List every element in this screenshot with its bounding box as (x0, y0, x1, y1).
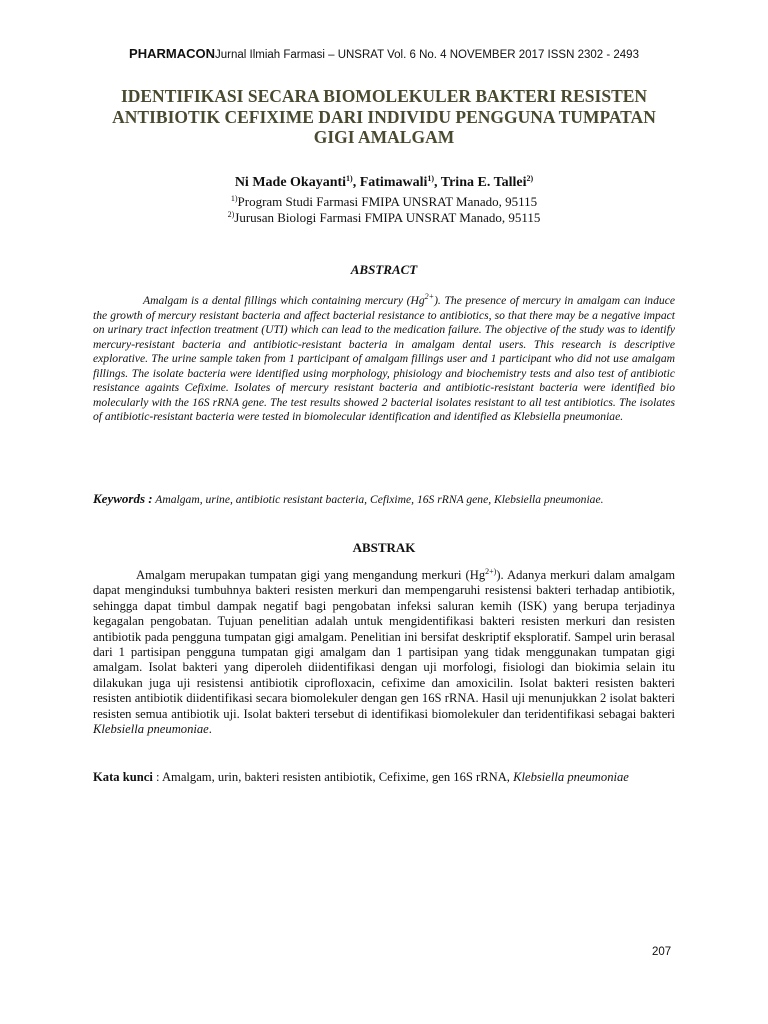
author-separator: , (434, 175, 441, 190)
abstract-text-rest: ). The presence of mercury in amalgam can induce the growth of mercury resistant bacteria and affect bacterial resistance to antibiotics, so that there may be a negative impact on urinary tract infection treatment (UTI) which can lead to the medication failure. The objective of the study was to identify mercury-resistant bacteria and antibiotic-resistant bacteria in amalgam dental users. This research is descriptive explorative. The urine sample taken from 1 participant of amalgam fillings user and 1 participant who did not use amalgam fillings. The isolate bacteria were identified using morphology, phisiology and biochemistry tests and also test of antibiotic resistance againts Cefixime. Isolates of mercury resistant bacteria and antibiotic-resistant bacteria were identified bio molecularly with the 16S rRNA gene. The test results showed 2 bacterial isolates resistant to all test antibiotics. The isolates of antibiotic-resistant bacteria were tested in biomolecular identification and identified as Klebsiella pneumoniae. (93, 294, 675, 423)
author-affiliation-mark: 2) (526, 174, 534, 183)
keywords-label: Keywords : (93, 491, 153, 506)
abstrak-heading: ABSTRAK (352, 540, 416, 555)
author-name: Trina E. Tallei (440, 175, 527, 190)
species-name: Klebsiella pneumoniae (93, 722, 209, 737)
affiliation-text: Jurusan Biologi Farmasi FMIPA UNSRAT Manado, 95115 (234, 210, 541, 225)
affiliation-1 (0, 194, 768, 210)
abstract-heading: ABSTRACT (350, 262, 418, 277)
abstract-text-start: Amalgam is a dental fillings which containing mercury (Hg (143, 294, 425, 307)
author-separator: , (352, 175, 360, 190)
abstract-paragraph (93, 294, 675, 425)
keywords (93, 491, 675, 508)
affiliation-2 (0, 210, 768, 226)
kata-kunci-text: : Amalgam, urin, bakteri resisten antibiotik, Cefixime, gen 16S rRNA, (152, 770, 514, 784)
affiliation-mark: 2) (227, 210, 235, 219)
paper-title: IDENTIFIKASI SECARA BIOMOLEKULER BAKTERI RESISTEN ANTIBIOTIK CEFIXIME DARI INDIVIDU PENGGUNA TUMPATAN GIGI AMALGAM (112, 86, 656, 147)
affiliation-text: Program Studi Farmasi FMIPA UNSRAT Manado, 95115 (237, 194, 538, 209)
page-number: 207 (652, 946, 672, 958)
abstrak-text-start: Amalgam merupakan tumpatan gigi yang mengandung merkuri (Hg (136, 568, 486, 582)
author-affiliation-mark: 1) (346, 174, 353, 183)
kata-kunci-label: Kata kunci (93, 770, 153, 784)
keywords-text: Amalgam, urine, antibiotic resistant bacteria, Cefixime, 16S rRNA gene, Klebsiella pneumoniae. (152, 493, 604, 506)
affiliation-mark: 1) (230, 194, 238, 203)
kata-kunci-species: Klebsiella pneumoniae (513, 770, 629, 784)
author-name: Fatimawali (359, 175, 428, 190)
mercury-ion-superscript: 2+) (485, 567, 497, 576)
author-name: Ni Made Okayanti (234, 175, 347, 190)
journal-name: PHARMACON (129, 46, 215, 61)
journal-details: Jurnal Ilmiah Farmasi – UNSRAT Vol. 6 No. 4 NOVEMBER 2017 ISSN 2302 - 2493 (214, 49, 639, 61)
abstrak-paragraph (93, 568, 675, 737)
kata-kunci (93, 769, 675, 785)
author-affiliation-mark: 1) (427, 174, 435, 183)
author-list (0, 175, 768, 191)
mercury-ion-superscript: 2+ (424, 292, 435, 301)
abstrak-text-rest: ). Adanya merkuri dalam amalgam dapat menginduksi tumbuhnya bakteri resisten merkuri dan mempengaruhi resistensi bakteri terhadap antibiotik, sehingga dapat timbul dampak negatif bagi pengobatan infeksi saluran kemih (ISK) yang berupa terjadinya kegagalan pengobatan. Tujuan penelitian adalah untuk mengidentifikasi bakteri resisten merkuri dan resisten antibiotik pada pengguna tumpatan gigi amalgam. Penelitian ini bersifat deskriptif eksploratif. Sampel urin berasal dari 1 partisipan pengguna tumpatan gigi amalgam dan 1 partisipan yang tidak menggunakan tumpatan gigi amalgam. Isolat bakteri yang diperoleh diidentifikasi dengan uji morfologi, fisiologi dan biokimia selain itu dilakukan juga uji resistensi antibiotik ciprofloxacin, cefixime dan amoxicilin. Isolat bakteri resisten bakteri resisten antibiotik diidentifikasi secara biomolekuler dengan gen 16S rRNA. Hasil uji menunjukkan 2 isolat bakteri resisten semua antibiotik uji. Isolat bakteri tersebut di identifikasi biomolekuler dan teridentifikasi sebagai bakteri (93, 568, 676, 721)
abstrak-end: . (208, 722, 212, 737)
journal-header (0, 46, 768, 61)
